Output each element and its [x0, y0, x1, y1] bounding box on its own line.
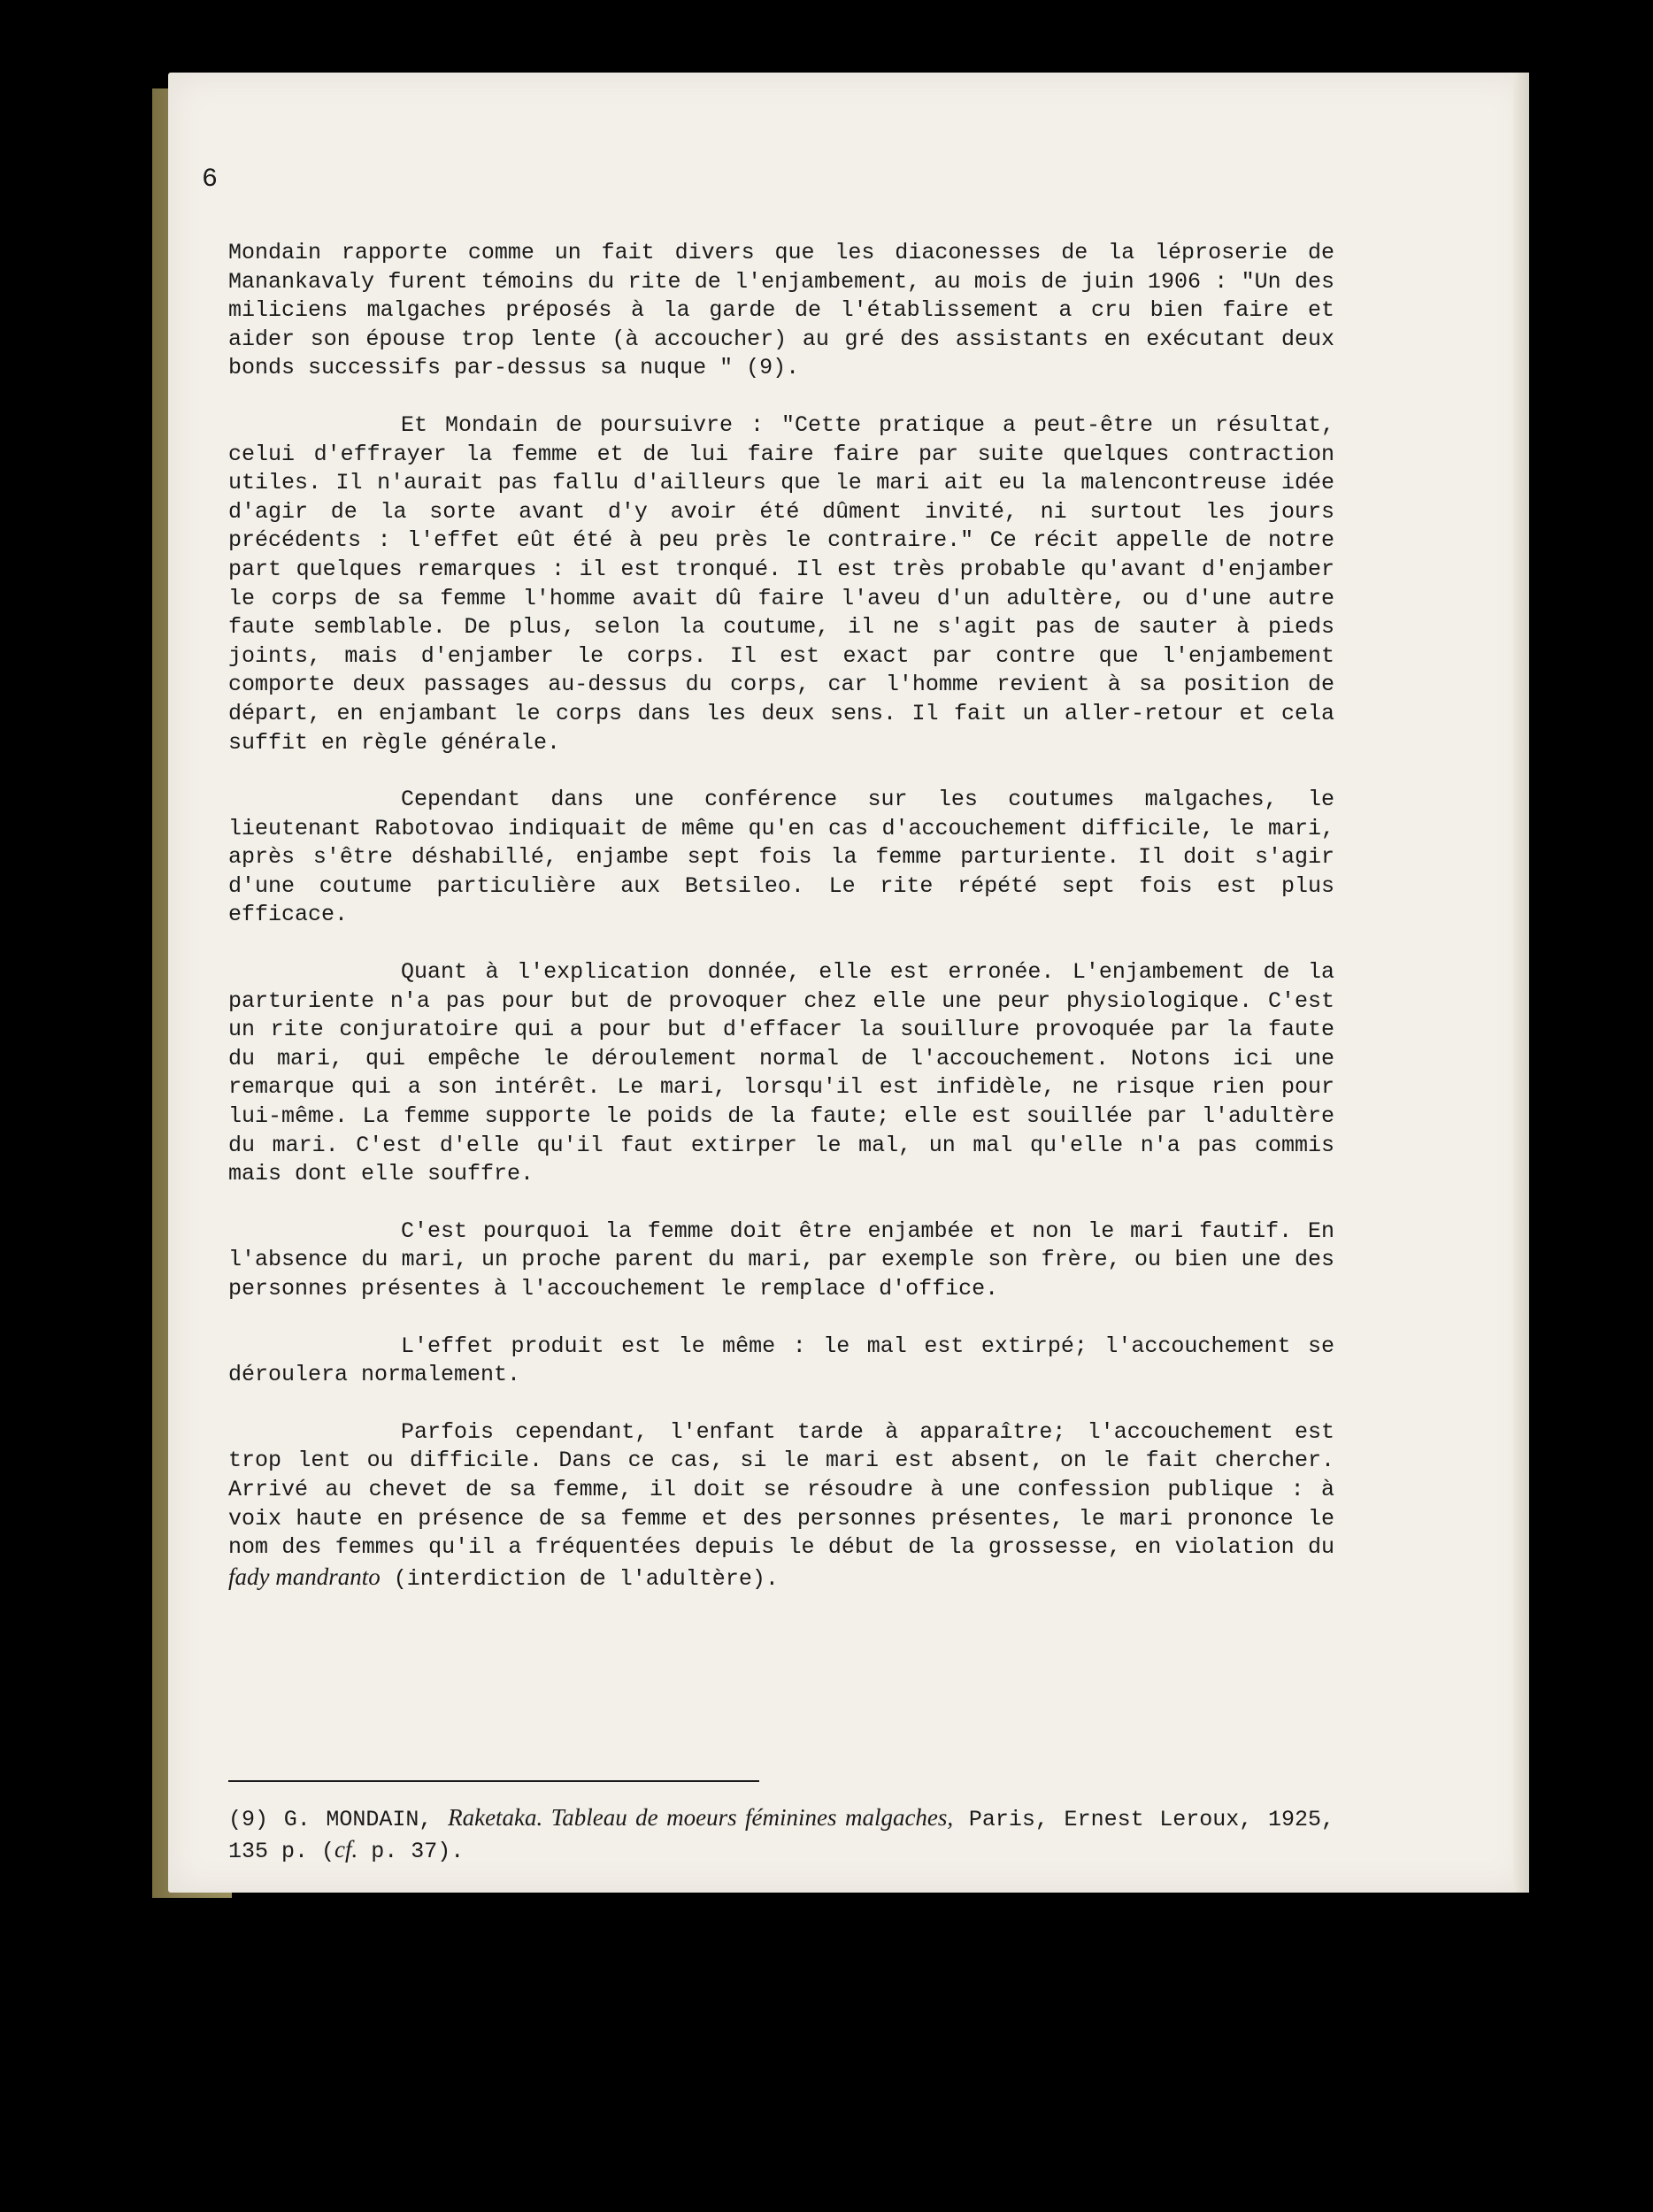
footnote-marker: (9) G. MONDAIN, — [228, 1807, 449, 1832]
footnote-separator — [228, 1780, 759, 1782]
paragraph-7 — [228, 1418, 1334, 1594]
body-text — [228, 239, 1334, 1622]
footnote-title: Raketaka. Tableau de moeurs féminines malgaches, — [448, 1804, 954, 1831]
paragraph-7-text-end: (interdiction de l'adultère). — [380, 1565, 779, 1592]
footnote-publisher: Paris, Ernest Leroux, 1925, 135 p. ( — [228, 1807, 1334, 1864]
paragraph-3: Cependant dans une conférence sur les coutumes malgaches, le lieutenant Rabotovao indiquait de même qu'en cas d'accouchement difficile, le mari, après s'être déshabillé, enjambe sept fois la femme parturiente. Il doit s'agir d'une coutume particulière aux Betsileo. Le rite répété sept fois est plus efficace. — [228, 787, 1334, 928]
page-number: 6 — [202, 165, 219, 195]
paragraph-1: Mondain rapporte comme un fait divers que les diaconesses de la léproserie de Manankavaly furent témoins du rite de l'enjambement, au mois de juin 1906 : "Un des miliciens malgaches préposés à la garde de l'établissement a cru bien faire et aider son épouse trop lente (à accoucher) au gré des assistants en exécutant deux bonds successifs par-dessus sa nuque " (9). — [228, 240, 1334, 381]
paragraph-7-text: Parfois cependant, l'enfant tarde à apparaître; l'accouchement est trop lent ou difficile. Dans ce cas, si le mari est absent, on le fait chercher. Arrivé au chevet de sa femme, il doit se résoudre à une confession publique : à voix haute en présence de sa femme et des personnes présentes, le mari prononce le nom des femmes qu'il a fréquentées depuis le début de la grossesse, en violation du — [228, 1418, 1334, 1561]
paragraph-7-italic-term: fady mandranto — [228, 1563, 381, 1590]
footnote-cf: cf. — [334, 1835, 358, 1863]
footnote-page-ref: p. 37). — [358, 1838, 465, 1864]
paragraph-5: C'est pourquoi la femme doit être enjambée et non le mari fautif. En l'absence du mari, un proche parent du mari, par exemple son frère, ou bien une des personnes présentes à l'accouchement le remplace d'office. — [228, 1217, 1334, 1302]
paragraph-4: Quant à l'explication donnée, elle est erronée. L'enjambement de la parturiente n'a pas pour but de provoquer chez elle une peur physiologique. C'est un rite conjuratoire qui a pour but d'effacer la souillure provoquée par la faute du mari, qui empêche le déroulement normal de l'accouchement. Notons ici une remarque qui a son intérêt. Le mari, lorsqu'il est infidèle, ne risque rien pour lui-même. La femme supporte le poids de la faute; elle est souillée par l'adultère du mari. C'est d'elle qu'il faut extirper le mal, un mal qu'elle n'a pas commis mais dont elle souffre. — [228, 959, 1334, 1187]
paragraph-2: Et Mondain de poursuivre : "Cette pratique a peut-être un résultat, celui d'effrayer la femme et de lui faire faire par suite quelques contraction utiles. Il n'aurait pas fallu d'ailleurs que le mari ait eu la malencontreuse idée d'agir de la sorte avant d'y avoir été dûment invité, ni surtout les jours précédents : l'effet eût été à peu près le contraire." Ce récit appelle de notre part quelques remarques : il est tronqué. Il est très probable qu'avant d'enjamber le corps de sa femme l'homme avait dû faire l'aveu d'un adultère, ou d'une autre faute semblable. De plus, selon la coutume, il ne s'agit pas de sauter à pieds joints, mais d'enjamber le corps. Il est exact par contre que l'enjambement comporte deux passages au-dessus du corps, car l'homme revient à sa position de départ, en enjambant le corps dans les deux sens. Il fait un aller-retour et cela suffit en règle générale. — [228, 411, 1334, 756]
footnote-9 — [228, 1803, 1334, 1866]
page-stack-edge — [1513, 73, 1529, 1893]
paragraph-6: L'effet produit est le même : le mal est extirpé; l'accouchement se déroulera normalement. — [228, 1333, 1334, 1388]
